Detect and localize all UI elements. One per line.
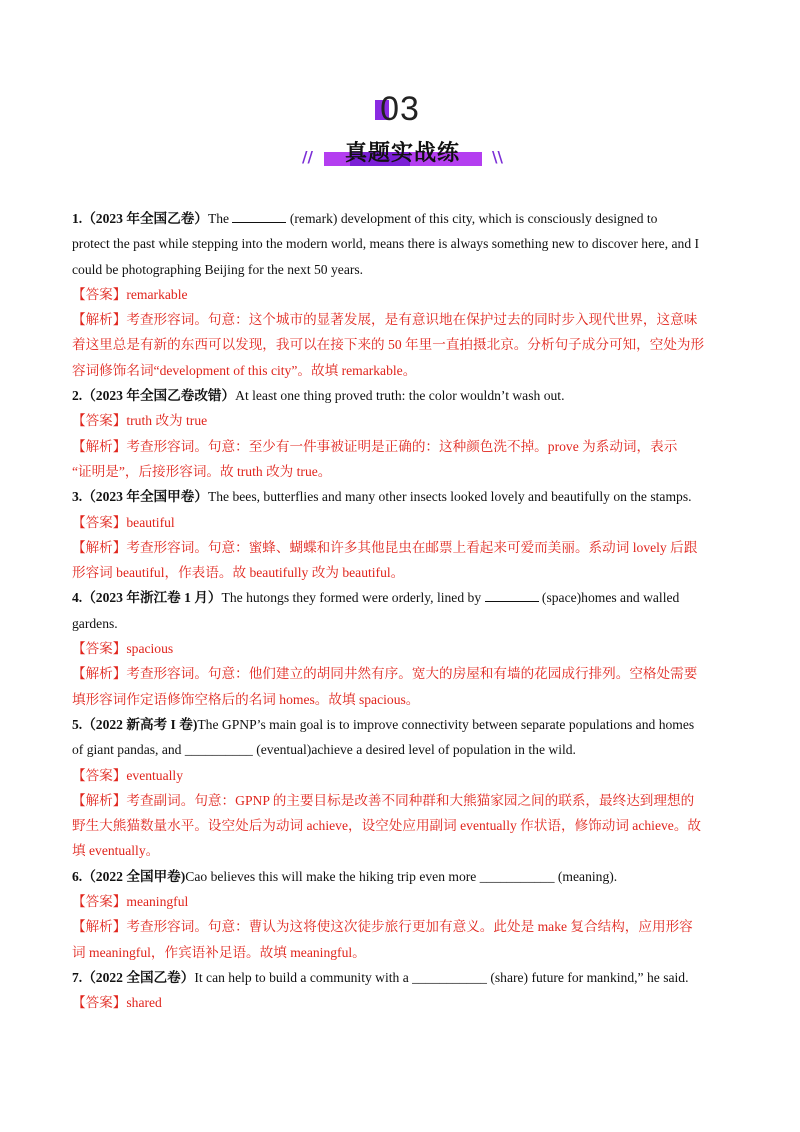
question-text-line: protect the past while stepping into the modern world, means there is always something new to discover here, and I — [72, 236, 700, 252]
question-line — [72, 864, 732, 889]
explanation-line: 【解析】考查形容词。句意：至少有一件事被证明是正确的：这种颜色洗不掉。prove 为系动词，表示 — [72, 438, 678, 454]
answer-line: 【答案】truth 改为 true — [72, 413, 208, 429]
explanation-line: 野生大熊猫数量水平。设空处后为动词 achieve，设空处应用副词 eventually 作状语，修饰动词 achieve。故 — [72, 818, 702, 834]
question-text: The GPNP’s main goal is to improve connectivity between separate populations and homes — [197, 716, 695, 732]
answer-line: 【答案】shared — [72, 995, 162, 1011]
question-source: 7.（2022 全国乙卷） — [72, 969, 195, 985]
question-source: 2.（2023 年全国乙卷改错） — [72, 388, 236, 404]
question-line — [72, 585, 732, 610]
section-number: 03 — [380, 90, 420, 128]
explanation-line: 词 meaningful，作宾语补足语。故填 meaningful。 — [72, 944, 366, 960]
question-source: 3.（2023 年全国甲卷） — [72, 489, 208, 505]
answer-blank — [485, 587, 539, 602]
question-source: 5.（2022 新高考 I 卷) — [72, 716, 198, 732]
explanation-line: “证明是”，后接形容词。故 truth 改为 true。 — [72, 463, 332, 479]
section-title: 真题实战练 — [344, 141, 460, 166]
question-text: The bees, butterflies and many other insects looked lovely and beautifully on the stamps. — [207, 489, 692, 505]
question-line — [72, 383, 732, 408]
question-text: Cao believes this will make the hiking trip even more ___________ (meaning). — [185, 868, 618, 884]
question-source: 6.（2022 全国甲卷) — [72, 868, 186, 884]
answer-line: 【答案】eventually — [72, 767, 183, 783]
answer-line: 【答案】remarkable — [72, 286, 188, 302]
explanation-line: 【解析】考查形容词。句意：曹认为这将使这次徒步旅行更加有意义。此处是 make 复合结构，应用形容 — [72, 919, 693, 935]
question-text-line: gardens. — [72, 615, 118, 631]
explanation-line: 容词修饰名词“development of this city”。故填 remarkable。 — [72, 362, 417, 378]
answer-line: 【答案】meaningful — [72, 894, 189, 910]
question-text-cont: (space)homes and walled — [538, 590, 680, 606]
question-text: The — [207, 211, 233, 226]
question-source: 1.（2023 年全国乙卷） — [72, 211, 208, 226]
question-line — [72, 965, 732, 990]
question-text: It can help to build a community with a ___________ (share) future for mankind,” he said. — [194, 969, 689, 985]
question-text-cont: (remark) development of this city, which is consciously designed to — [286, 211, 658, 226]
answer-line: 【答案】spacious — [72, 641, 174, 657]
question-line — [72, 206, 732, 231]
question-text-line: of giant pandas, and __________ (eventual)achieve a desired level of population in the wild. — [72, 742, 576, 758]
explanation-line: 【解析】考查形容词。句意：蜜蜂、蝴蝶和许多其他昆虫在邮票上看起来可爱而美丽。系动词 lovely 后跟 — [72, 539, 698, 555]
question-source: 4.（2023 年浙江卷 1 月） — [72, 590, 222, 606]
section-title-banner — [302, 136, 503, 172]
section-header — [0, 90, 800, 180]
explanation-line: 着这里总是有新的东西可以发现，我可以在接下来的 50 年里一直拍摄北京。分析句子成分可知，空处为形 — [72, 337, 705, 353]
question-text-line: could be photographing Beijing for the next 50 years. — [72, 261, 364, 277]
answer-line: 【答案】beautiful — [72, 514, 175, 530]
explanation-line: 填形容词作定语修饰空格后的名词 homes。故填 spacious。 — [72, 691, 420, 707]
question-line — [72, 712, 732, 737]
answer-blank — [232, 208, 286, 223]
question-text: The hutongs they formed were orderly, lined by — [221, 590, 485, 606]
explanation-line: 【解析】考查副词。句意：GPNP 的主要目标是改善不同种群和大熊猫家园之间的联系，最终达到理想的 — [72, 792, 695, 808]
explanation-line: 形容词 beautiful，作表语。故 beautifully 改为 beautiful。 — [72, 565, 405, 581]
right-slash-decoration: \\ — [492, 148, 503, 166]
explanation-line: 【解析】考查形容词。句意：他们建立的胡同井然有序。宽大的房屋和有墙的花园成行排列。空格处需要 — [72, 666, 698, 682]
question-list — [72, 206, 732, 1016]
question-line — [72, 484, 732, 509]
explanation-line: 【解析】考查形容词。句意：这个城市的显著发展，是有意识地在保护过去的同时步入现代世界，这意味 — [72, 312, 698, 328]
left-slash-decoration: // — [302, 148, 313, 166]
explanation-line: 填 eventually。 — [72, 843, 160, 859]
question-text: At least one thing proved truth: the color wouldn’t wash out. — [235, 388, 565, 404]
